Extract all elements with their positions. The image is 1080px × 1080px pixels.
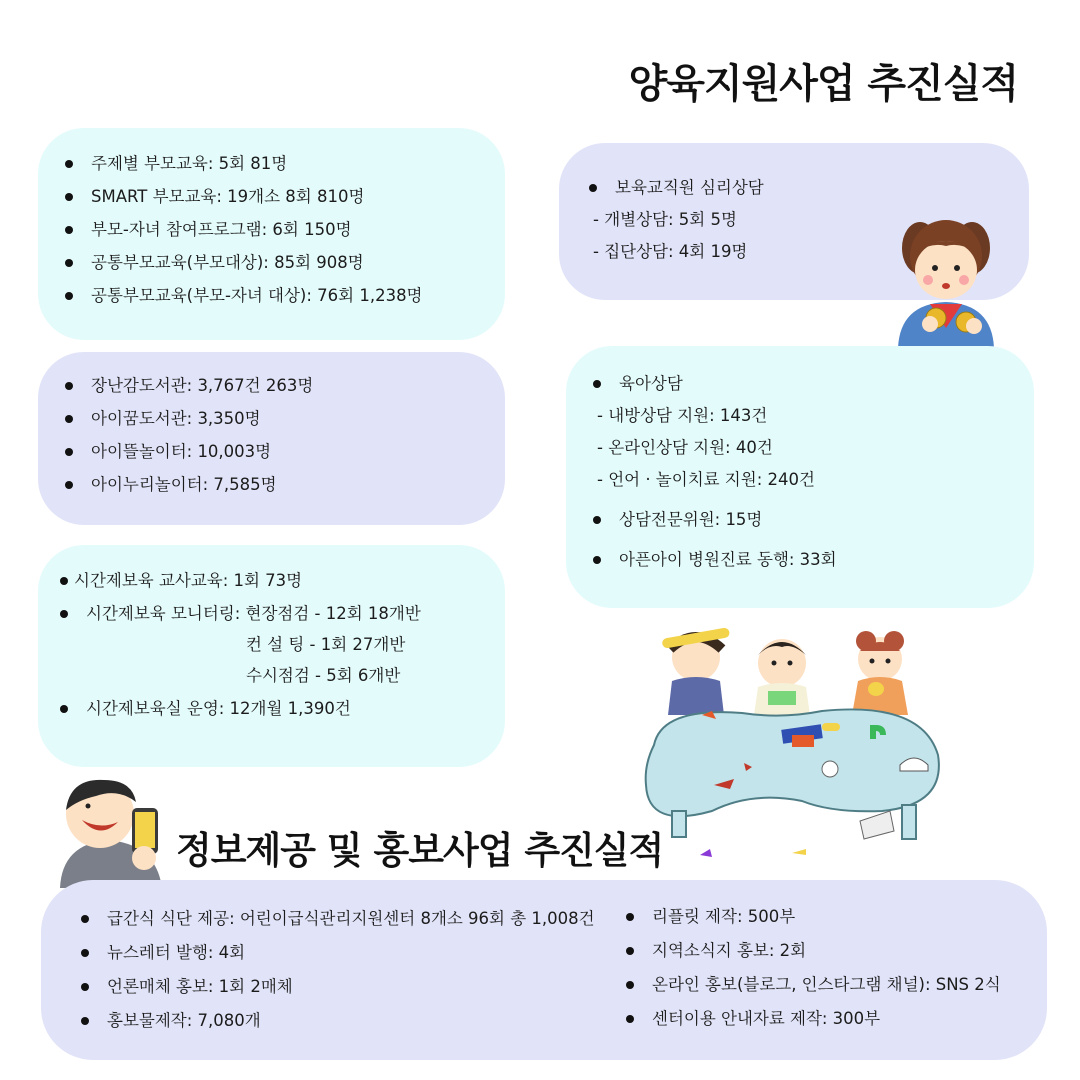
sub-item: - 온라인상담 지원: 40건: [597, 438, 773, 457]
list-item: 아이뜰놀이터: 10,003명: [65, 442, 505, 462]
sub-item: - 언어 · 놀이치료 지원: 240건: [597, 470, 815, 489]
monitoring-line: 컨 설 팅 - 1회 27개반: [246, 635, 406, 654]
list-item: 센터이용 안내자료 제작: 300부: [626, 1009, 1001, 1029]
list-item: 시간제보육 교사교육: 1회 73명: [60, 571, 505, 591]
promotion-card: [41, 880, 1047, 1060]
parent-education-list: [65, 154, 505, 306]
list-item: 온라인 홍보(블로그, 인스타그램 채널): SNS 2식: [626, 975, 1001, 995]
list-item: 아이누리놀이터: 7,585명: [65, 475, 505, 495]
list-item: 공통부모교육(부모-자녀 대상): 76회 1,238명: [65, 286, 505, 306]
parenting-counseling-list-2: [593, 510, 1034, 570]
parent-education-card: [38, 128, 505, 340]
list-item: 부모-자녀 참여프로그램: 6회 150명: [65, 220, 505, 240]
promotion-list-right: [626, 907, 1001, 1029]
children-crafting-illustration: [632, 615, 954, 865]
parttime-care-card: [38, 545, 505, 767]
man-with-phone-illustration: [46, 770, 172, 888]
parttime-care-list-2: [60, 699, 505, 719]
section-title: 정보제공 및 홍보사업 추진실적: [176, 829, 664, 872]
list-item: 지역소식지 홍보: 2회: [626, 941, 1001, 961]
list-item: 공통부모교육(부모대상): 85회 908명: [65, 253, 505, 273]
sub-item: - 내방상담 지원: 143건: [597, 406, 768, 425]
library-playground-card: [38, 352, 505, 525]
parttime-care-list: [60, 571, 505, 624]
list-item: 시간제보육실 운영: 12개월 1,390건: [60, 699, 505, 719]
list-item: 육아상담: [593, 374, 1034, 394]
girl-with-medal-illustration: [880, 208, 1010, 348]
list-item: 홍보물제작: 7,080개: [81, 1011, 595, 1031]
list-item: 언론매체 홍보: 1회 2매체: [81, 977, 595, 997]
list-item: 아픈아이 병원진료 동행: 33회: [593, 550, 1034, 570]
list-item: 상담전문위원: 15명: [593, 510, 1034, 530]
monitoring-line: 수시점검 - 5회 6개반: [246, 666, 401, 685]
promotion-list-left: [81, 909, 595, 1031]
parenting-counseling-card: [566, 346, 1034, 608]
list-item: 급간식 식단 제공: 어린이급식관리지원센터 8개소 96회 총 1,008건: [81, 909, 595, 929]
list-item: 뉴스레터 발행: 4회: [81, 943, 595, 963]
list-item: 주제별 부모교육: 5회 81명: [65, 154, 505, 174]
list-item: 장난감도서관: 3,767건 263명: [65, 376, 505, 396]
list-item: 아이꿈도서관: 3,350명: [65, 409, 505, 429]
list-item: SMART 부모교육: 19개소 8회 810명: [65, 187, 505, 207]
list-item: 보육교직원 심리상담: [589, 178, 1029, 198]
library-playground-list: [65, 376, 505, 495]
page-title: 양육지원사업 추진실적: [628, 61, 1018, 107]
list-item: 시간제보육 모니터링: 현장점검 - 12회 18개반: [60, 604, 505, 624]
list-item: 리플릿 제작: 500부: [626, 907, 1001, 927]
staff-counseling-list: [589, 178, 1029, 198]
parenting-counseling-list: [593, 374, 1034, 394]
sub-item: - 개별상담: 5회 5명: [593, 210, 737, 229]
sub-item: - 집단상담: 4회 19명: [593, 242, 748, 261]
